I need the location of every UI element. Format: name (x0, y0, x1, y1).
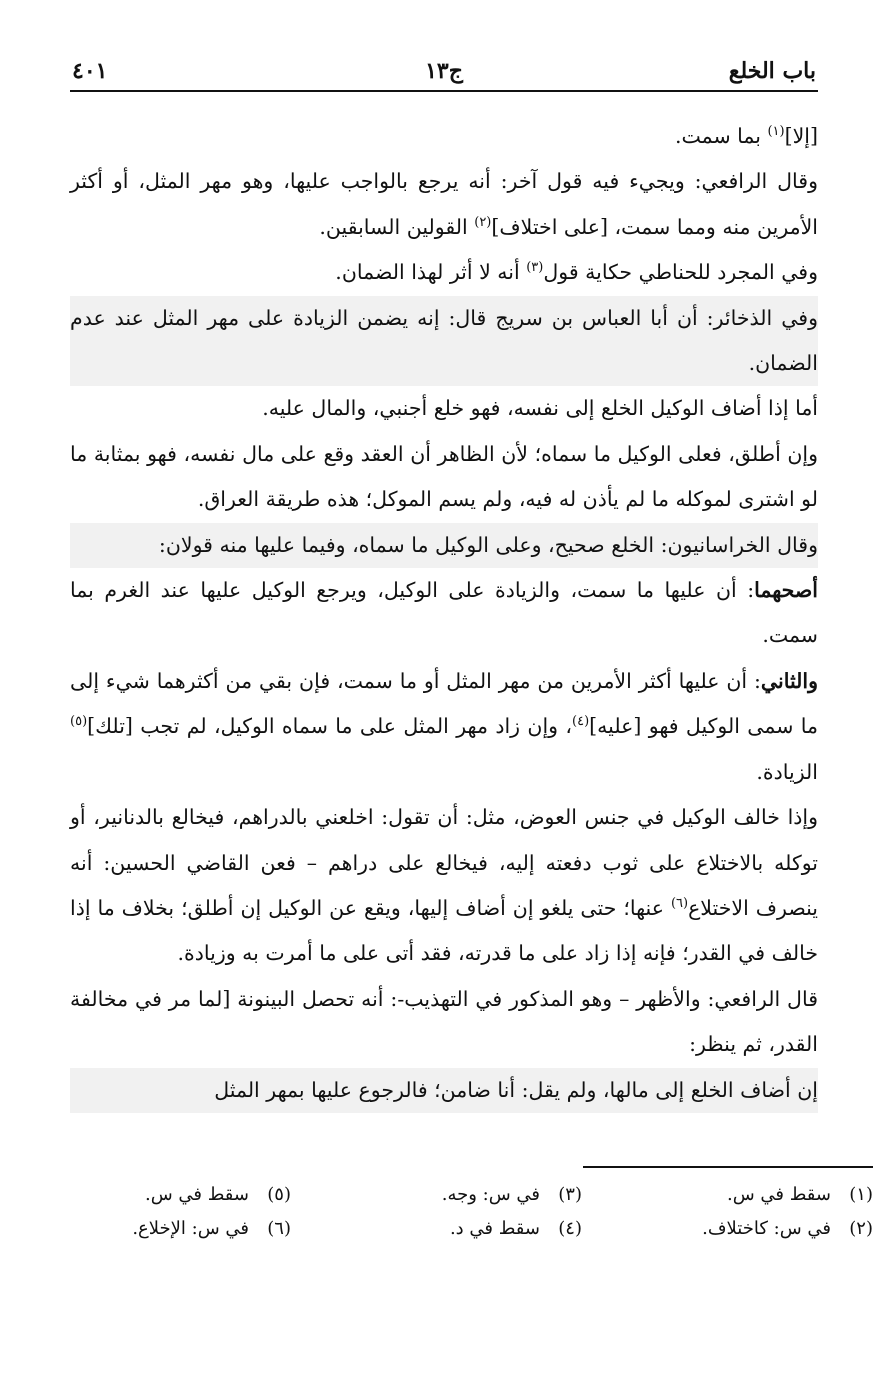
paragraph-text: وفي المجرد للحناطي حكاية قول (543, 260, 818, 285)
main-text (70, 114, 818, 1113)
paragraph-text: : أن عليها ما سمت، والزيادة على الوكيل، ويرجع الوكيل عليها عند الغرم بما سمت. (70, 578, 818, 648)
footnote-text: في س: وجه. (441, 1184, 540, 1205)
paragraph-text: وإن أطلق، فعلى الوكيل ما سماه؛ لأن الظاهر أن العقد وقع على مال نفسه، فهو بمثابة ما لو اشترى لموكله ما لم يأذن له فيه، ولم يسم الموكل؛ هذه طريقة العراق. (70, 441, 818, 512)
paragraph (70, 250, 818, 295)
paragraph-text: القولين السابقين. (319, 214, 475, 239)
footnote-number: (٥) (267, 1184, 291, 1205)
footnote (291, 1178, 582, 1212)
paragraph (70, 114, 818, 159)
footnote-number: (٢) (849, 1218, 873, 1239)
volume-label: ج١٣ (425, 58, 463, 84)
paragraph-text: : أن عليها أكثر الأمرين من مهر المثل أو ما سمت، فإن بقي من أكثرهما شيء إلى ما سمى الوكيل فهو [عليه] (70, 668, 818, 739)
paragraph-text: وإذا خالف الوكيل في جنس العوض، مثل: أن تقول: اخلعني بالدراهم، فيخالع بالدنانير، أو توكله بالاختلاع على ثوب دفعته إليه، فيخالع على دراهم – فعن القاضي الحسين: أنه ينصرف الاختلاع (70, 805, 818, 920)
footnote-number: (٤) (558, 1218, 582, 1239)
paragraph-text: قال الرافعي: والأظهر – وهو المذكور في التهذيب-: أنه تحصل البينونة [لما مر في مخالفة القدر، ثم ينظر: (70, 986, 818, 1057)
page-number: ٤٠١ (72, 58, 108, 84)
paragraph-text: أنه لا أثر لهذا الضمان. (335, 260, 527, 285)
footnote (291, 1212, 582, 1246)
paragraph-text: إن أضاف الخلع إلى مالها، ولم يقل: أنا ضامن؛ فالرجوع عليها بمهر المثل (214, 1077, 818, 1102)
paragraph (70, 386, 818, 431)
footnote-number: (١) (849, 1184, 873, 1205)
running-header (70, 58, 818, 92)
footnotes (0, 1178, 873, 1246)
footnote-text: سقط في س. (144, 1184, 249, 1205)
paragraph-text: أما إذا أضاف الوكيل الخلع إلى نفسه، فهو خلع أجنبي، والمال عليه. (262, 396, 818, 421)
paragraph-lead: أصحهما (754, 578, 818, 603)
footnote-marker: (٦) (670, 896, 689, 912)
paragraph (70, 977, 818, 1068)
paragraph-text: وقال الرافعي: ويجيء فيه قول آخر: أنه يرجع بالواجب عليها، وهو مهر المثل، أو أكثر الأمرين منه ومما سمت، [على اختلاف] (70, 169, 818, 239)
paragraph-text: بما سمت. (674, 124, 768, 148)
chapter-title: باب الخلع (728, 58, 816, 84)
footnote-marker: (٤) (572, 714, 590, 730)
footnote-marker: (١) (767, 124, 785, 140)
footnote-text: سقط في س. (726, 1184, 831, 1205)
paragraph-lead: والثاني (760, 668, 818, 693)
footnote-number: (٦) (267, 1218, 291, 1239)
paragraph (70, 159, 818, 250)
paragraph (70, 523, 818, 568)
paragraph-text: الزيادة. (756, 759, 818, 784)
paragraph-text: [إلا] (784, 124, 818, 148)
footnote-marker: (٥) (70, 714, 88, 730)
footnote (0, 1178, 291, 1212)
footnote-text: في س: كاختلاف. (702, 1218, 831, 1239)
footnote (0, 1212, 291, 1246)
book-page (70, 58, 818, 1113)
paragraph (70, 795, 818, 977)
paragraph (70, 568, 818, 659)
footnote-marker: (٣) (526, 260, 544, 276)
paragraph-text: عنها؛ حتى يلغو إن أضاف إليها، ويقع عن الوكيل إن أطلق؛ بخلاف ما إذا خالف في القدر؛ فإنه إذا زاد على ما قدرته، فقد أتى على ما أمرت به وزيادة. (70, 895, 818, 966)
footnote (582, 1178, 873, 1212)
footnote-divider (583, 1166, 873, 1168)
paragraph (70, 1068, 818, 1113)
paragraph-text: ، وإن زاد مهر المثل على ما سماه الوكيل، لم تجب [تلك] (87, 714, 573, 739)
paragraph-text: وقال الخراسانيون: الخلع صحيح، وعلى الوكيل ما سماه، وفيما عليها منه قولان: (158, 532, 818, 557)
paragraph (70, 659, 818, 795)
footnote (582, 1212, 873, 1246)
footnote-text: في س: الإخلاع. (132, 1218, 249, 1239)
paragraph (70, 296, 818, 387)
footnote-number: (٣) (558, 1184, 582, 1205)
footnote-marker: (٢) (474, 214, 492, 230)
footnote-text: سقط في د. (449, 1218, 540, 1239)
paragraph-text: وفي الذخائر: أن أبا العباس بن سريج قال: إنه يضمن الزيادة على مهر المثل عند عدم الضمان. (70, 305, 818, 376)
paragraph (70, 432, 818, 523)
